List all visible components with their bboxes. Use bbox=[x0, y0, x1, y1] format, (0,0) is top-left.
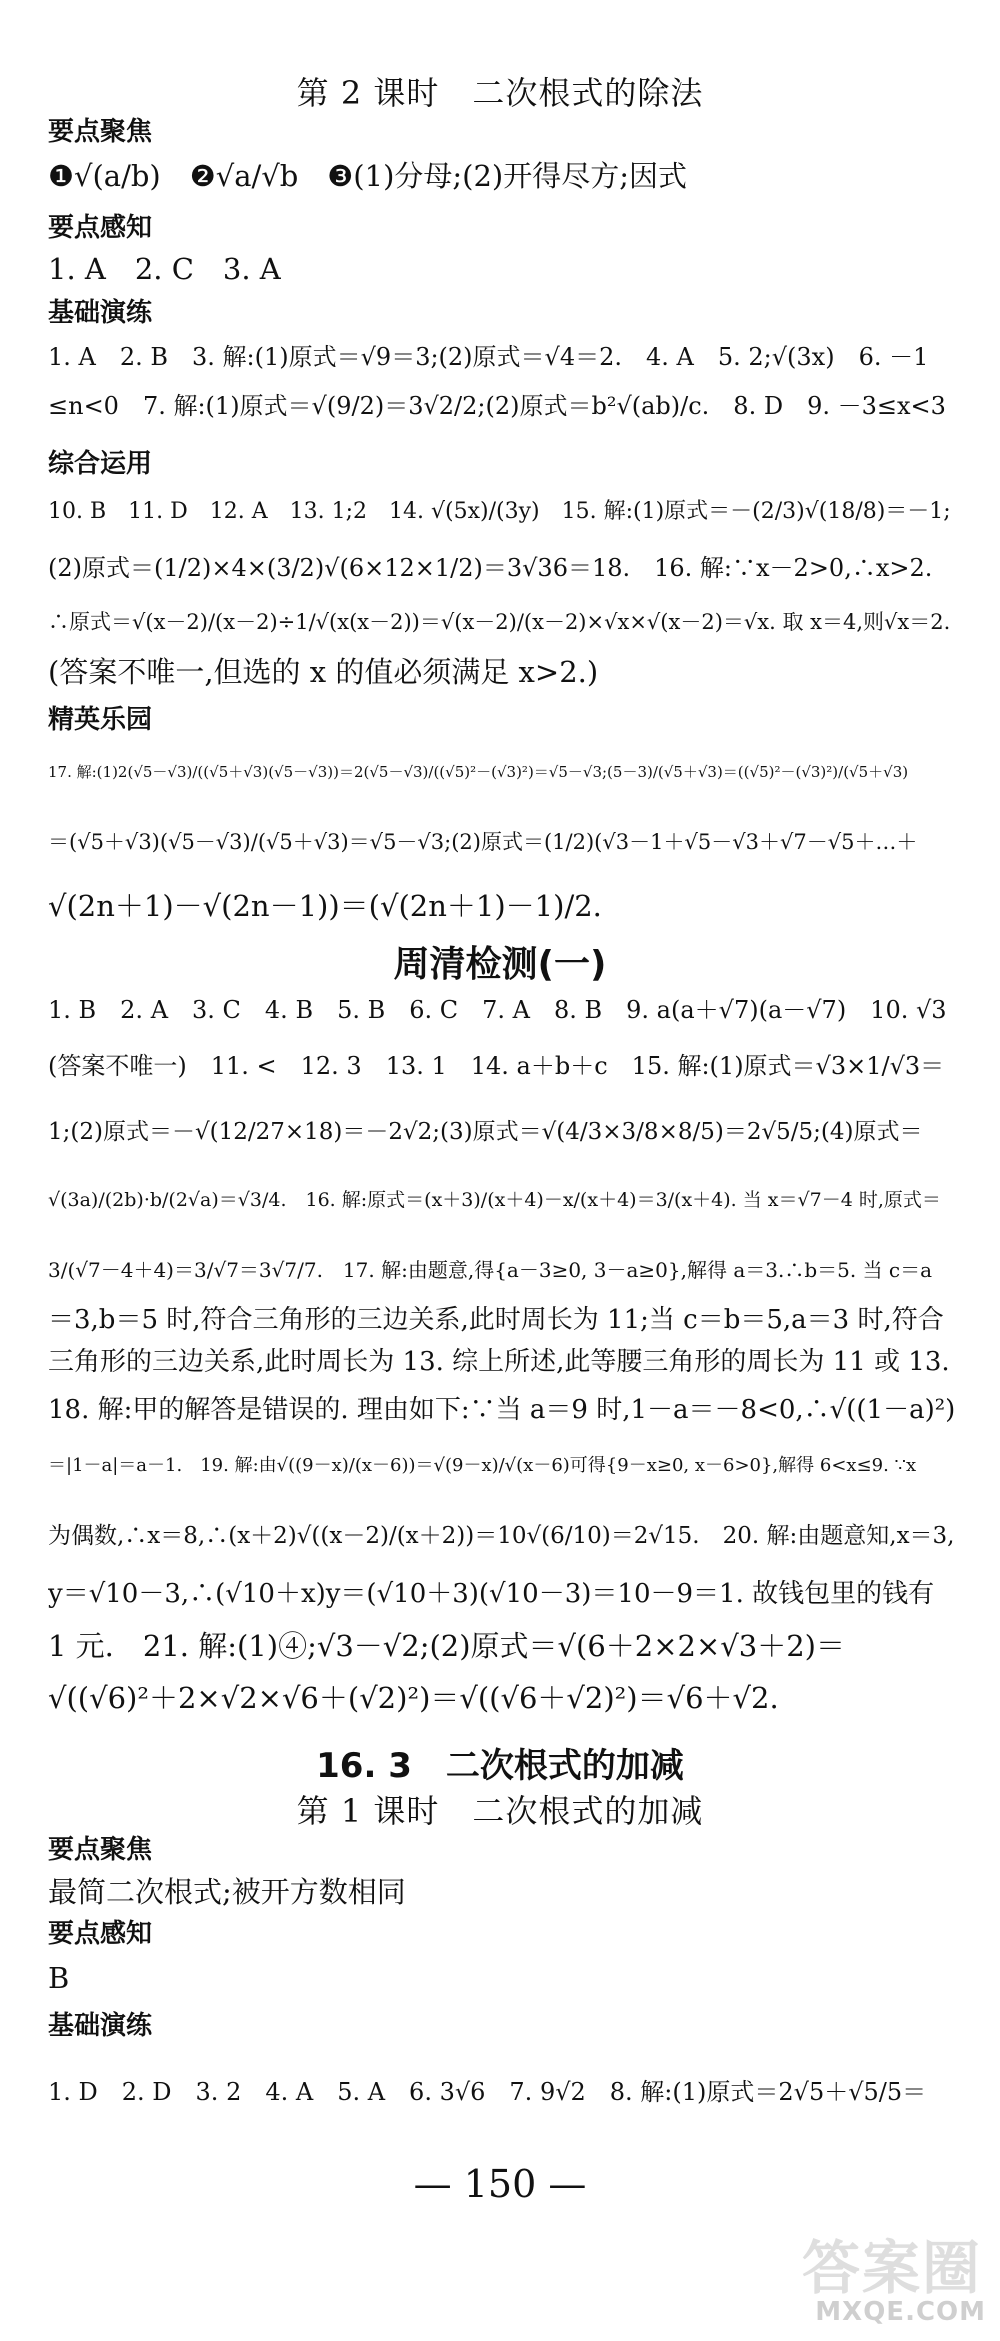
watermark bbox=[756, 2221, 986, 2331]
answer-line: 3/(√7－4＋4)＝3/√7＝3√7/7. 17. 解:由题意,得{a－3≥0, 3－a≥0},解得 a＝3.∴b＝5. 当 c＝a bbox=[48, 1258, 933, 1282]
answer-line: ≤n<0 7. 解:(1)原式＝√(9/2)＝3√2/2;(2)原式＝b²√(ab)/c. 8. D 9. －3≤x<3 bbox=[48, 392, 946, 420]
answer-line: 1 元. 21. 解:(1)④;√3－√2;(2)原式＝√(6＋2×2×√3＋2)＝ bbox=[48, 1629, 845, 1663]
answer-line: (答案不唯一,但选的 x 的值必须满足 x>2.) bbox=[48, 655, 599, 689]
answer-line: 1. A 2. B 3. 解:(1)原式＝√9＝3;(2)原式＝√4＝2. 4. A 5. 2;√(3x) 6. －1 bbox=[48, 343, 929, 371]
answer-line: ＝(√5＋√3)(√5－√3)/(√5＋√3)＝√5－√3;(2)原式＝(1/2)(√3－1＋√5－√3＋√7－√5＋…＋ bbox=[48, 830, 918, 854]
weekly-test-title: 周清检测(一) bbox=[393, 944, 607, 985]
watermark-logo: 答案圈 bbox=[801, 2234, 982, 2302]
section-title: 16. 3 二次根式的加减 bbox=[316, 1746, 684, 1786]
answer-line: (答案不唯一) 11. < 12. 3 13. 1 14. a＋b＋c 15. 解:(1)原式＝√3×1/√3＝ bbox=[48, 1052, 945, 1080]
section-heading-points: 要点聚焦 bbox=[48, 117, 153, 147]
watermark-url: MXQE.COM bbox=[815, 2297, 986, 2327]
answer-line: ❶√(a/b) ❷√a/√b ❸(1)分母;(2)开得尽方;因式 bbox=[48, 159, 688, 193]
answer-line: 1. D 2. D 3. 2 4. A 5. A 6. 3√6 7. 9√2 8. 解:(1)原式＝2√5＋√5/5＝ bbox=[48, 2078, 927, 2106]
lesson-title-2: 第 1 课时 二次根式的加减 bbox=[296, 1792, 704, 1830]
answer-line: 18. 解:甲的解答是错误的. 理由如下:∵当 a＝9 时,1－a＝－8<0,∴√((1－a)²) bbox=[48, 1395, 956, 1425]
answer-line: ∴原式＝√(x－2)/(x－2)÷1/√(x(x－2))＝√(x－2)/(x－2)×√x×√(x－2)＝√x. 取 x＝4,则√x＝2. bbox=[48, 610, 951, 634]
section-heading-basic: 基础演练 bbox=[48, 298, 153, 328]
answer-line: √(2n＋1)－√(2n－1))＝(√(2n＋1)－1)/2. bbox=[48, 889, 602, 923]
answer-line: y＝√10－3,∴(√10＋x)y＝(√10＋3)(√10－3)＝10－9＝1. 故钱包里的钱有 bbox=[48, 1579, 935, 1609]
answer-line: √((√6)²＋2×√2×√6＋(√2)²)＝√((√6＋√2)²)＝√6＋√2. bbox=[48, 1681, 779, 1715]
answer-line: 1. A 2. C 3. A bbox=[48, 252, 281, 286]
section-heading-integrated: 综合运用 bbox=[48, 449, 153, 479]
answer-line: √(3a)/(2b)·b/(2√a)＝√3/4. 16. 解:原式＝(x＋3)/(x＋4)－x/(x＋4)＝3/(x＋4). 当 x＝√7－4 时,原式＝ bbox=[48, 1189, 941, 1211]
answer-line: (2)原式＝(1/2)×4×(3/2)√(6×12×1/2)＝3√36＝18. 16. 解:∵x－2>0,∴x>2. bbox=[48, 554, 933, 582]
answer-line: 三角形的三边关系,此时周长为 13. 综上所述,此等腰三角形的周长为 11 或 13. bbox=[48, 1347, 950, 1377]
answer-line: 10. B 11. D 12. A 13. 1;2 14. √(5x)/(3y) 15. 解:(1)原式＝－(2/3)√(18/8)＝－1; bbox=[48, 499, 951, 524]
section-heading-perception-2: 要点感知 bbox=[48, 1919, 153, 1949]
answer-line: 最简二次根式;被开方数相同 bbox=[48, 1875, 406, 1909]
section-heading-elite: 精英乐园 bbox=[48, 705, 153, 735]
lesson-title: 第 2 课时 二次根式的除法 bbox=[296, 74, 704, 112]
page-number: — 150 — bbox=[413, 2162, 587, 2206]
answer-line: 为偶数,∴x＝8,∴(x＋2)√((x－2)/(x＋2))＝10√(6/10)＝2√15. 20. 解:由题意知,x＝3, bbox=[48, 1523, 955, 1549]
answer-line: 1. B 2. A 3. C 4. B 5. B 6. C 7. A 8. B 9. a(a＋√7)(a－√7) 10. √3 bbox=[48, 996, 947, 1024]
answer-line: 1;(2)原式＝－√(12/27×18)＝－2√2;(3)原式＝√(4/3×3/8×8/5)＝2√5/5;(4)原式＝ bbox=[48, 1119, 923, 1145]
answer-line: 17. 解:(1)2(√5－√3)/((√5＋√3)(√5－√3))＝2(√5－√3)/((√5)²－(√3)²)＝√5－√3;(5－3)/(√5＋√3)＝((√5)²－(√3)²)/(√5＋√3) bbox=[48, 763, 909, 781]
section-heading-basic-2: 基础演练 bbox=[48, 2011, 153, 2041]
section-heading-points-2: 要点聚焦 bbox=[48, 1835, 153, 1865]
answer-line: ＝|1－a|＝a－1. 19. 解:由√((9－x)/(x－6))＝√(9－x)/√(x－6)可得{9－x≥0, x－6>0},解得 6<x≤9. ∵x bbox=[48, 1455, 917, 1476]
answer-line: B bbox=[48, 1961, 70, 1995]
answer-line: ＝3,b＝5 时,符合三角形的三边关系,此时周长为 11;当 c＝b＝5,a＝3 时,符合 bbox=[48, 1305, 944, 1335]
section-heading-perception: 要点感知 bbox=[48, 213, 153, 243]
